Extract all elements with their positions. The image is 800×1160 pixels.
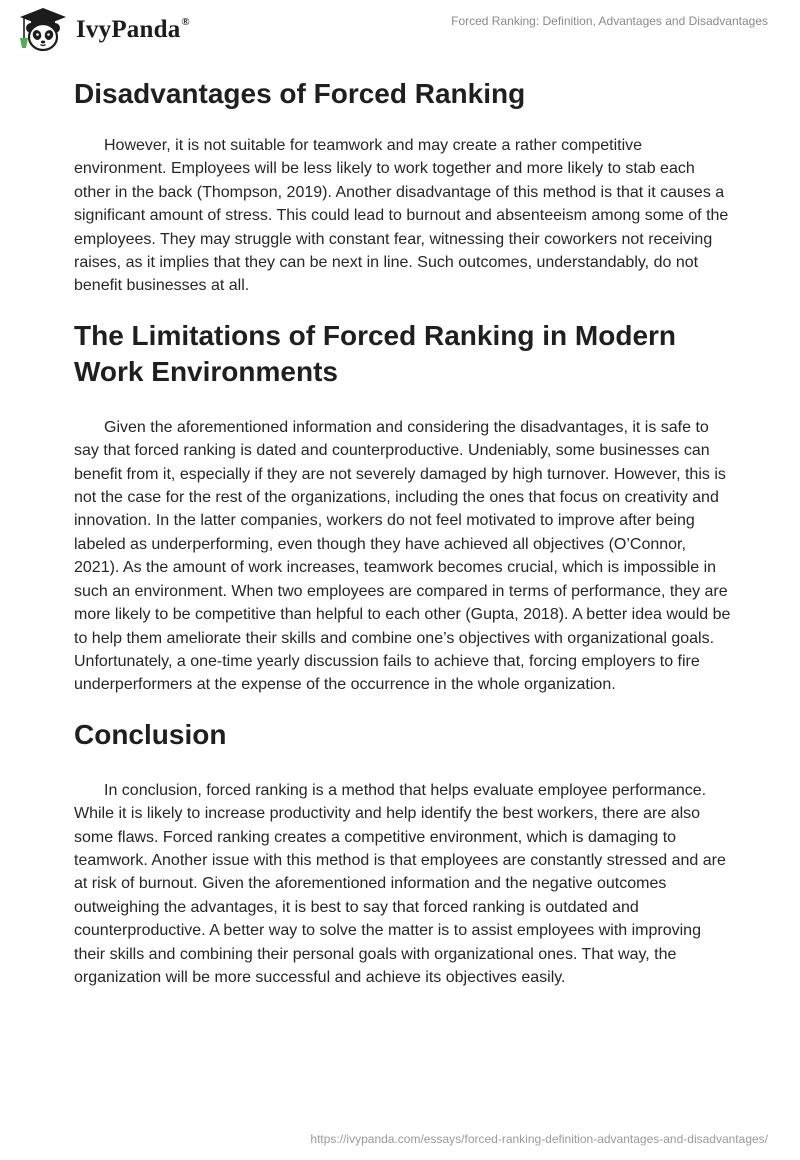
document-title: Forced Ranking: Definition, Advantages and Disadvantages bbox=[451, 14, 768, 28]
section-paragraph-disadvantages: However, it is not suitable for teamwork and may create a rather competitive environment. Employees will be less likely to work together and more likely to stab each other in the back (Thompson, 2019). Another disadvantage of this method is that it causes a significant amount of stress. This could lead to burnout and absenteeism among some of the employees. They may struggle with constant fear, witnessing their coworkers not receiving raises, as it implies that they can be next in line. Such outcomes, understandably, do not benefit businesses at all. bbox=[74, 137, 729, 295]
section-heading-limitations: The Limitations of Forced Ranking in Modern Work Environments bbox=[74, 319, 677, 387]
section-paragraph-conclusion: In conclusion, forced ranking is a method that helps evaluate employee performance. While it is likely to increase productivity and help identify the best workers, there are also some flaws. Forced ranking creates a competitive environment, which is damaging to teamwork. Another issue with this method is that employees are constantly stressed and are at risk of burnout. Given the aforementioned information and the negative outcomes outweighing the advantages, it is best to say that forced ranking is outdated and counterproductive. A better way to solve the matter is to assist employees with improving their skills and combining their personal goals with organizational ones. That way, the organization will be more successful and achieve its objectives easily. bbox=[74, 781, 726, 986]
section-heading-conclusion: Conclusion bbox=[74, 718, 227, 750]
section-paragraph-limitations: Given the aforementioned information and considering the disadvantages, it is safe to say that forced ranking is dated and counterproductive. Undeniably, some businesses can benefit from it, especially if they are not severely damaged by high turnover. However, this is not the case for the rest of the organizations, including the ones that focus on creativity and innovation. In the latter companies, workers do not feel motivated to improve after being labeled as underperforming, even though they have achieved all objectives (O’Connor, 2021). As the amount of work increases, teamwork becomes crucial, which is impossible in such an environment. When two employees are compared in terms of performance, they are more likely to be competitive than helpful to each other (Gupta, 2018). A better idea would be to help them ameliorate their skills and combine one’s objectives with organizational goals. Unfortunately, a one-time yearly discussion fails to achieve that, forcing employers to fire underperformers at the expense of the occurrence in the whole organization. bbox=[74, 418, 731, 694]
ivypanda-logo[interactable] bbox=[14, 6, 190, 54]
footer-url-link[interactable]: https://ivypanda.com/essays/forced-ranking-definition-advantages-and-disadvantages/ bbox=[310, 1132, 768, 1146]
page-header bbox=[0, 0, 800, 68]
section-heading-disadvantages: Disadvantages of Forced Ranking bbox=[74, 78, 526, 109]
essay-content bbox=[74, 72, 734, 989]
panda-graduate-icon bbox=[14, 6, 72, 54]
logo-text: IvyPanda® bbox=[76, 16, 190, 43]
